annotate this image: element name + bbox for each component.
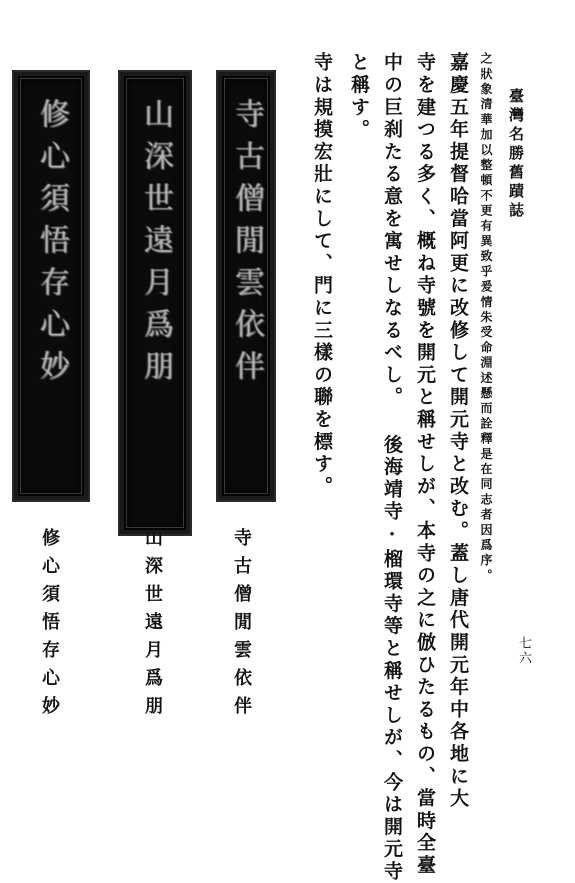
couplet-board-text: 寺古僧閒雲依伴 <box>229 98 264 392</box>
page-number: 七六 <box>516 636 531 666</box>
body-line: 寺は規摸宏壯にして、門に三樣の聯を標す。 <box>311 52 333 498</box>
body-line: 寺を建つる多く、概ね寺號を開元と稱せしが、本寺の之に倣ひたるもの、當時全臺 <box>414 52 436 878</box>
body-line: と稱す。 <box>348 52 370 142</box>
couplet-caption: 寺古僧閒雲依伴 <box>231 528 252 724</box>
couplet-board-photo <box>12 70 90 502</box>
couplet-board-text: 修心須悟存心妙 <box>34 98 69 392</box>
couplet-board-text: 山深世遠月爲朋 <box>138 98 173 392</box>
running-header-title: 臺灣名勝舊蹟誌 <box>507 88 525 221</box>
record-quote: 之狀象清華加以整頓不更有異致乎爰情朱受命淵述懸而詮釋是在同志者因爲序。 <box>479 52 493 584</box>
couplet-caption: 山深世遠月爲朋 <box>142 528 163 724</box>
couplet-board-photo <box>118 70 192 536</box>
body-line: 嘉慶五年提督哈當阿更に改修して開元寺と改む。蓋し唐代開元年中各地に大 <box>447 52 469 811</box>
body-line: 中の巨刹たる意を寓せしなるべし。 後海靖寺·榴環寺等と稱せしが、今は開元寺 <box>381 52 403 883</box>
couplet-board-photo <box>216 70 276 502</box>
couplet-caption: 修心須悟存心妙 <box>39 528 60 724</box>
